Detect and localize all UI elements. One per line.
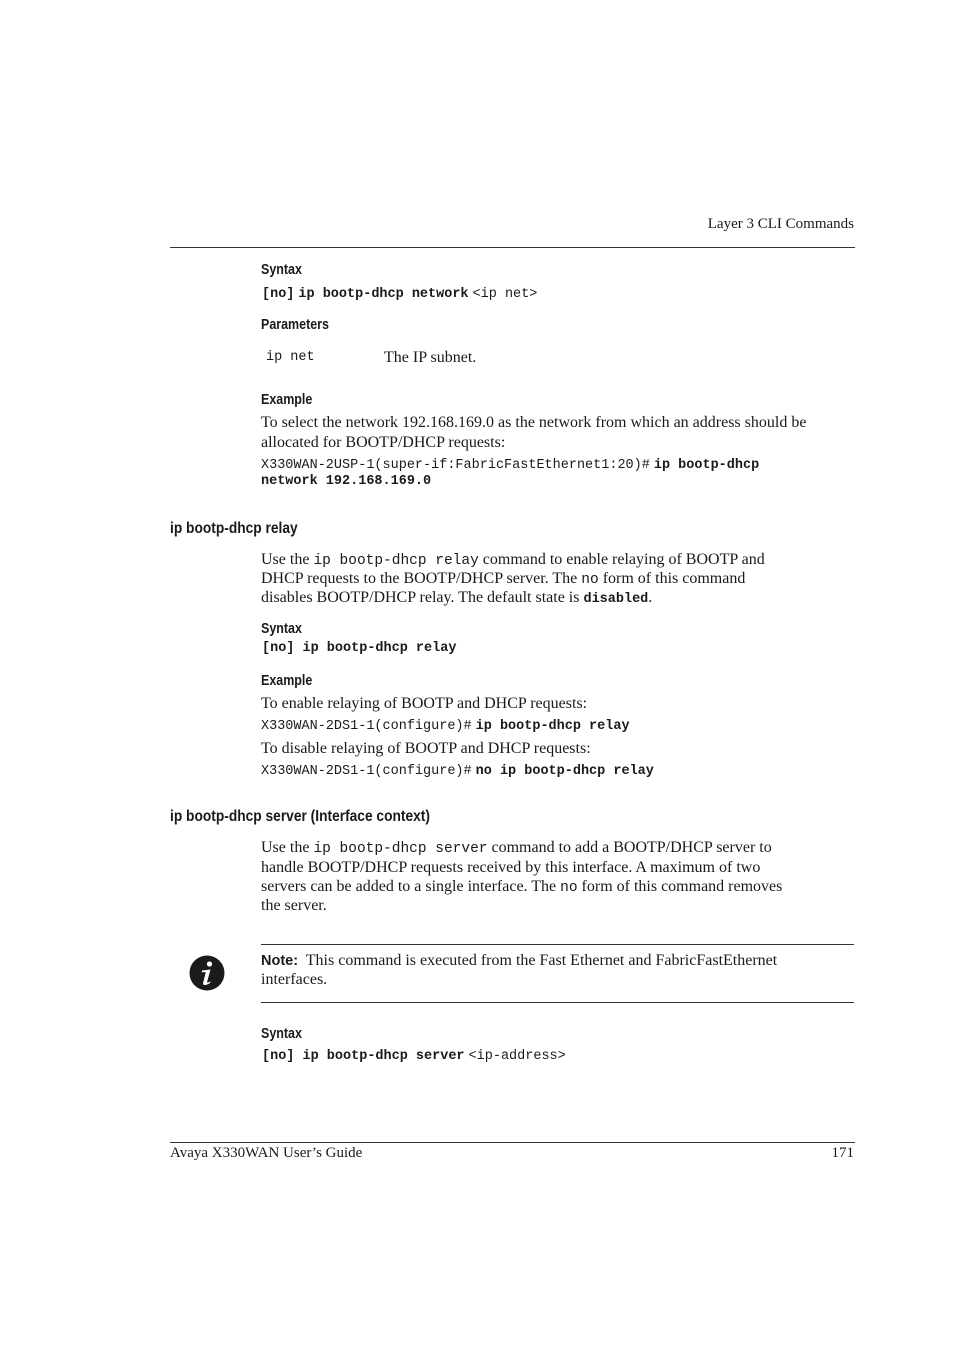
server-description: the server.	[261, 897, 327, 914]
note-bottom-rule	[261, 1002, 854, 1003]
page-number: 171	[831, 1145, 854, 1161]
syntax-line: [no] ip bootp-dhcp server <ip-address>	[262, 1049, 566, 1064]
example-text: To enable relaying of BOOTP and DHCP requests:	[261, 695, 588, 712]
note-label: Note:	[261, 953, 299, 969]
code-example: X330WAN-2USP-1(super-if:FabricFastEthernet1:20)# ip bootp-dhcp	[261, 458, 760, 473]
relay-description: DHCP requests to the BOOTP/DHCP server. The no form of this command	[261, 570, 746, 588]
code-example: X330WAN-2DS1-1(configure)# no ip bootp-dhcp relay	[261, 764, 654, 779]
code-example: network 192.168.169.0	[261, 474, 432, 489]
syntax-line: [no] ip bootp-dhcp relay	[262, 641, 457, 656]
section-heading-relay: ip bootp-dhcp relay	[170, 520, 298, 537]
relay-description: Use the ip bootp-dhcp relay command to enable relaying of BOOTP and	[261, 551, 765, 569]
example-text: allocated for BOOTP/DHCP requests:	[261, 434, 506, 451]
section-heading-server: ip bootp-dhcp server (Interface context)	[170, 808, 430, 825]
example-text: To select the network 192.168.169.0 as the network from which an address should be	[261, 414, 807, 431]
parameter-name: ip net	[266, 350, 315, 365]
note-text: Note: This command is executed from the Fast Ethernet and FabricFastEthernet	[261, 952, 778, 969]
relay-description: disables BOOTP/DHCP relay. The default state is disabled.	[261, 589, 653, 607]
header-rule	[170, 247, 855, 248]
footer-rule	[170, 1142, 855, 1143]
note-top-rule	[261, 944, 854, 945]
server-description: Use the ip bootp-dhcp server command to add a BOOTP/DHCP server to	[261, 839, 772, 857]
syntax-heading: Syntax	[261, 1026, 302, 1042]
syntax-line: [no] ip bootp-dhcp network <ip net>	[262, 287, 538, 302]
server-description: servers can be added to a single interface. The no form of this command removes	[261, 878, 783, 896]
syntax-heading: Syntax	[261, 262, 302, 278]
syntax-heading: Syntax	[261, 621, 302, 637]
parameter-description: The IP subnet.	[384, 349, 477, 366]
code-example: X330WAN-2DS1-1(configure)# ip bootp-dhcp relay	[261, 719, 630, 734]
footer-guide-title: Avaya X330WAN User’s Guide	[170, 1145, 363, 1161]
note-text: interfaces.	[261, 971, 328, 988]
parameters-heading: Parameters	[261, 317, 329, 333]
info-icon	[189, 955, 225, 991]
server-description: handle BOOTP/DHCP requests received by this interface. A maximum of two	[261, 859, 761, 876]
example-heading: Example	[261, 392, 313, 408]
running-header: Layer 3 CLI Commands	[707, 216, 854, 232]
example-text: To disable relaying of BOOTP and DHCP requests:	[261, 740, 591, 757]
example-heading: Example	[261, 673, 313, 689]
